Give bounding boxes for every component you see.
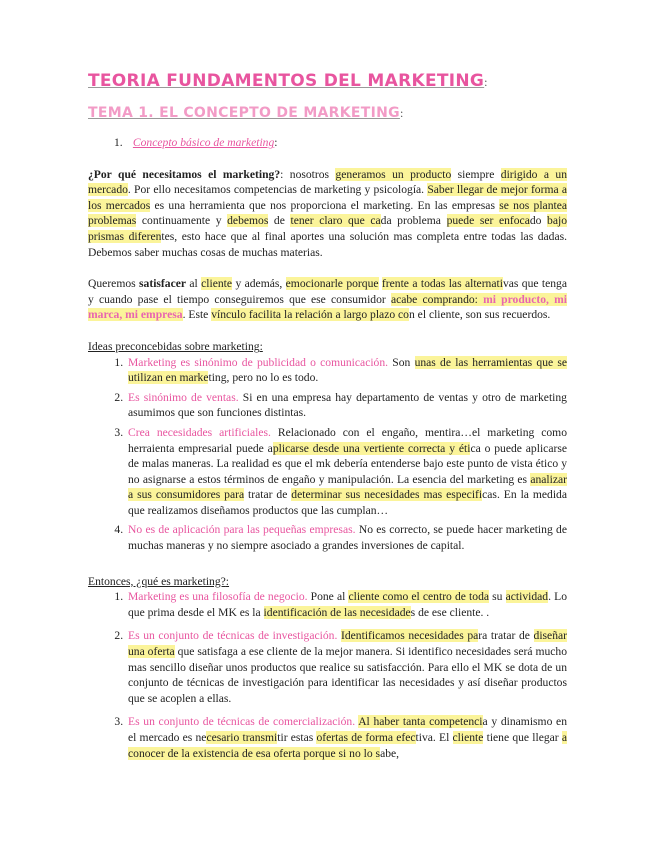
list-item: 2. Es sinónimo de ventas. Si en una empresa hay departamento de ventas y otro de marketing asumimos que son funciones distintas. [126, 390, 567, 421]
ideas-list [88, 355, 567, 554]
definitions-list [88, 589, 567, 761]
list-item: 3. Es un conjunto de técnicas de comercialización. Al haber tanta competencia y dinamismo en el mercado es necesario transmitir estas ofertas de forma efectiva. El cliente tiene que llegar a conocer de la existencia de esa oferta porque si no lo sabe, [126, 714, 567, 761]
intro-list-item: 1. Concepto básico de marketing: [114, 136, 278, 149]
list-item: 3. Crea necesidades artificiales. Relacionado con el engaño, mentira…el marketing como herraienta empresarial puede aplicarse desde una vertiente correcta y ética o puede aplicarse de malas maneras. La realidad es que el mk debería entenderse bajo este punto de vista ético y no asignarse a estos términos de engaño y manipulación. La esencia del marketing es analizar a sus consumidores para tratar de determinar sus necesidades mas especificas. En la medida que realizamos diseñamos productos que las cumplan… [126, 425, 567, 519]
paragraph-satisfy-client: Queremos satisfacer al cliente y además, emocionarle porque frente a todas las alternativas que tenga y cuando pase el tiempo conseguiremos que ese consumidor acabe comprando: mi producto, mi marca, mi empresa. Este vínculo facilita la relación a largo plazo con el cliente, son sus recuerdos. [88, 277, 567, 322]
list-item: 4. No es de aplicación para las pequeñas empresas. No es correcto, se puede hacer marketing de muchas maneras y no siempre asociado a grandes inversiones de capital. [126, 522, 567, 553]
paragraph-why-marketing: ¿Por qué necesitamos el marketing?: nosotros generamos un producto siempre dirigido a un mercado. Por ello necesitamos competencias de marketing y psicología. Saber llegar de mejor forma a los mercados es una herramienta que nos proporciona el marketing. En las empresas se nos plantea problemas continuamente y debemos de tener claro que cada problema puede ser enfocado bajo prismas diferentes, esto hace que al final aportes una solución mas completa entre todas las dadas. Debemos saber muchas cosas de muchas materias. [88, 167, 568, 259]
topic-title: TEMA 1. EL CONCEPTO DE MARKETING: [88, 105, 404, 121]
section-heading-what-is: Entonces, ¿qué es marketing?: [88, 574, 230, 588]
list-item: 1. Marketing es una filosofía de negocio. Pone al cliente como el centro de toda su actividad. Lo que prima desde el MK es la identificación de las necesidades de ese cliente. . [126, 589, 567, 620]
section-heading-ideas: Ideas preconcebidas sobre marketing: [88, 339, 263, 353]
list-item: 1. Marketing es sinónimo de publicidad o comunicación. Son unas de las herramientas que se utilizan en marketing, pero no lo es todo. [126, 355, 567, 386]
document-title: TEORIA FUNDAMENTOS DEL MARKETING: [88, 71, 488, 91]
list-item: 2. Es un conjunto de técnicas de investigación. Identificamos necesidades para tratar de diseñar una oferta que satisfaga a ese cliente de la mejor manera. Si identifico necesidades será mucho mas sencillo diseñar unos productos que realice su satisfacción. Para ello el MK se dota de un conjunto de técnicas de investigación para identificar las necesidades y así diseñar productos que se acoplen a ellas. [126, 628, 567, 706]
